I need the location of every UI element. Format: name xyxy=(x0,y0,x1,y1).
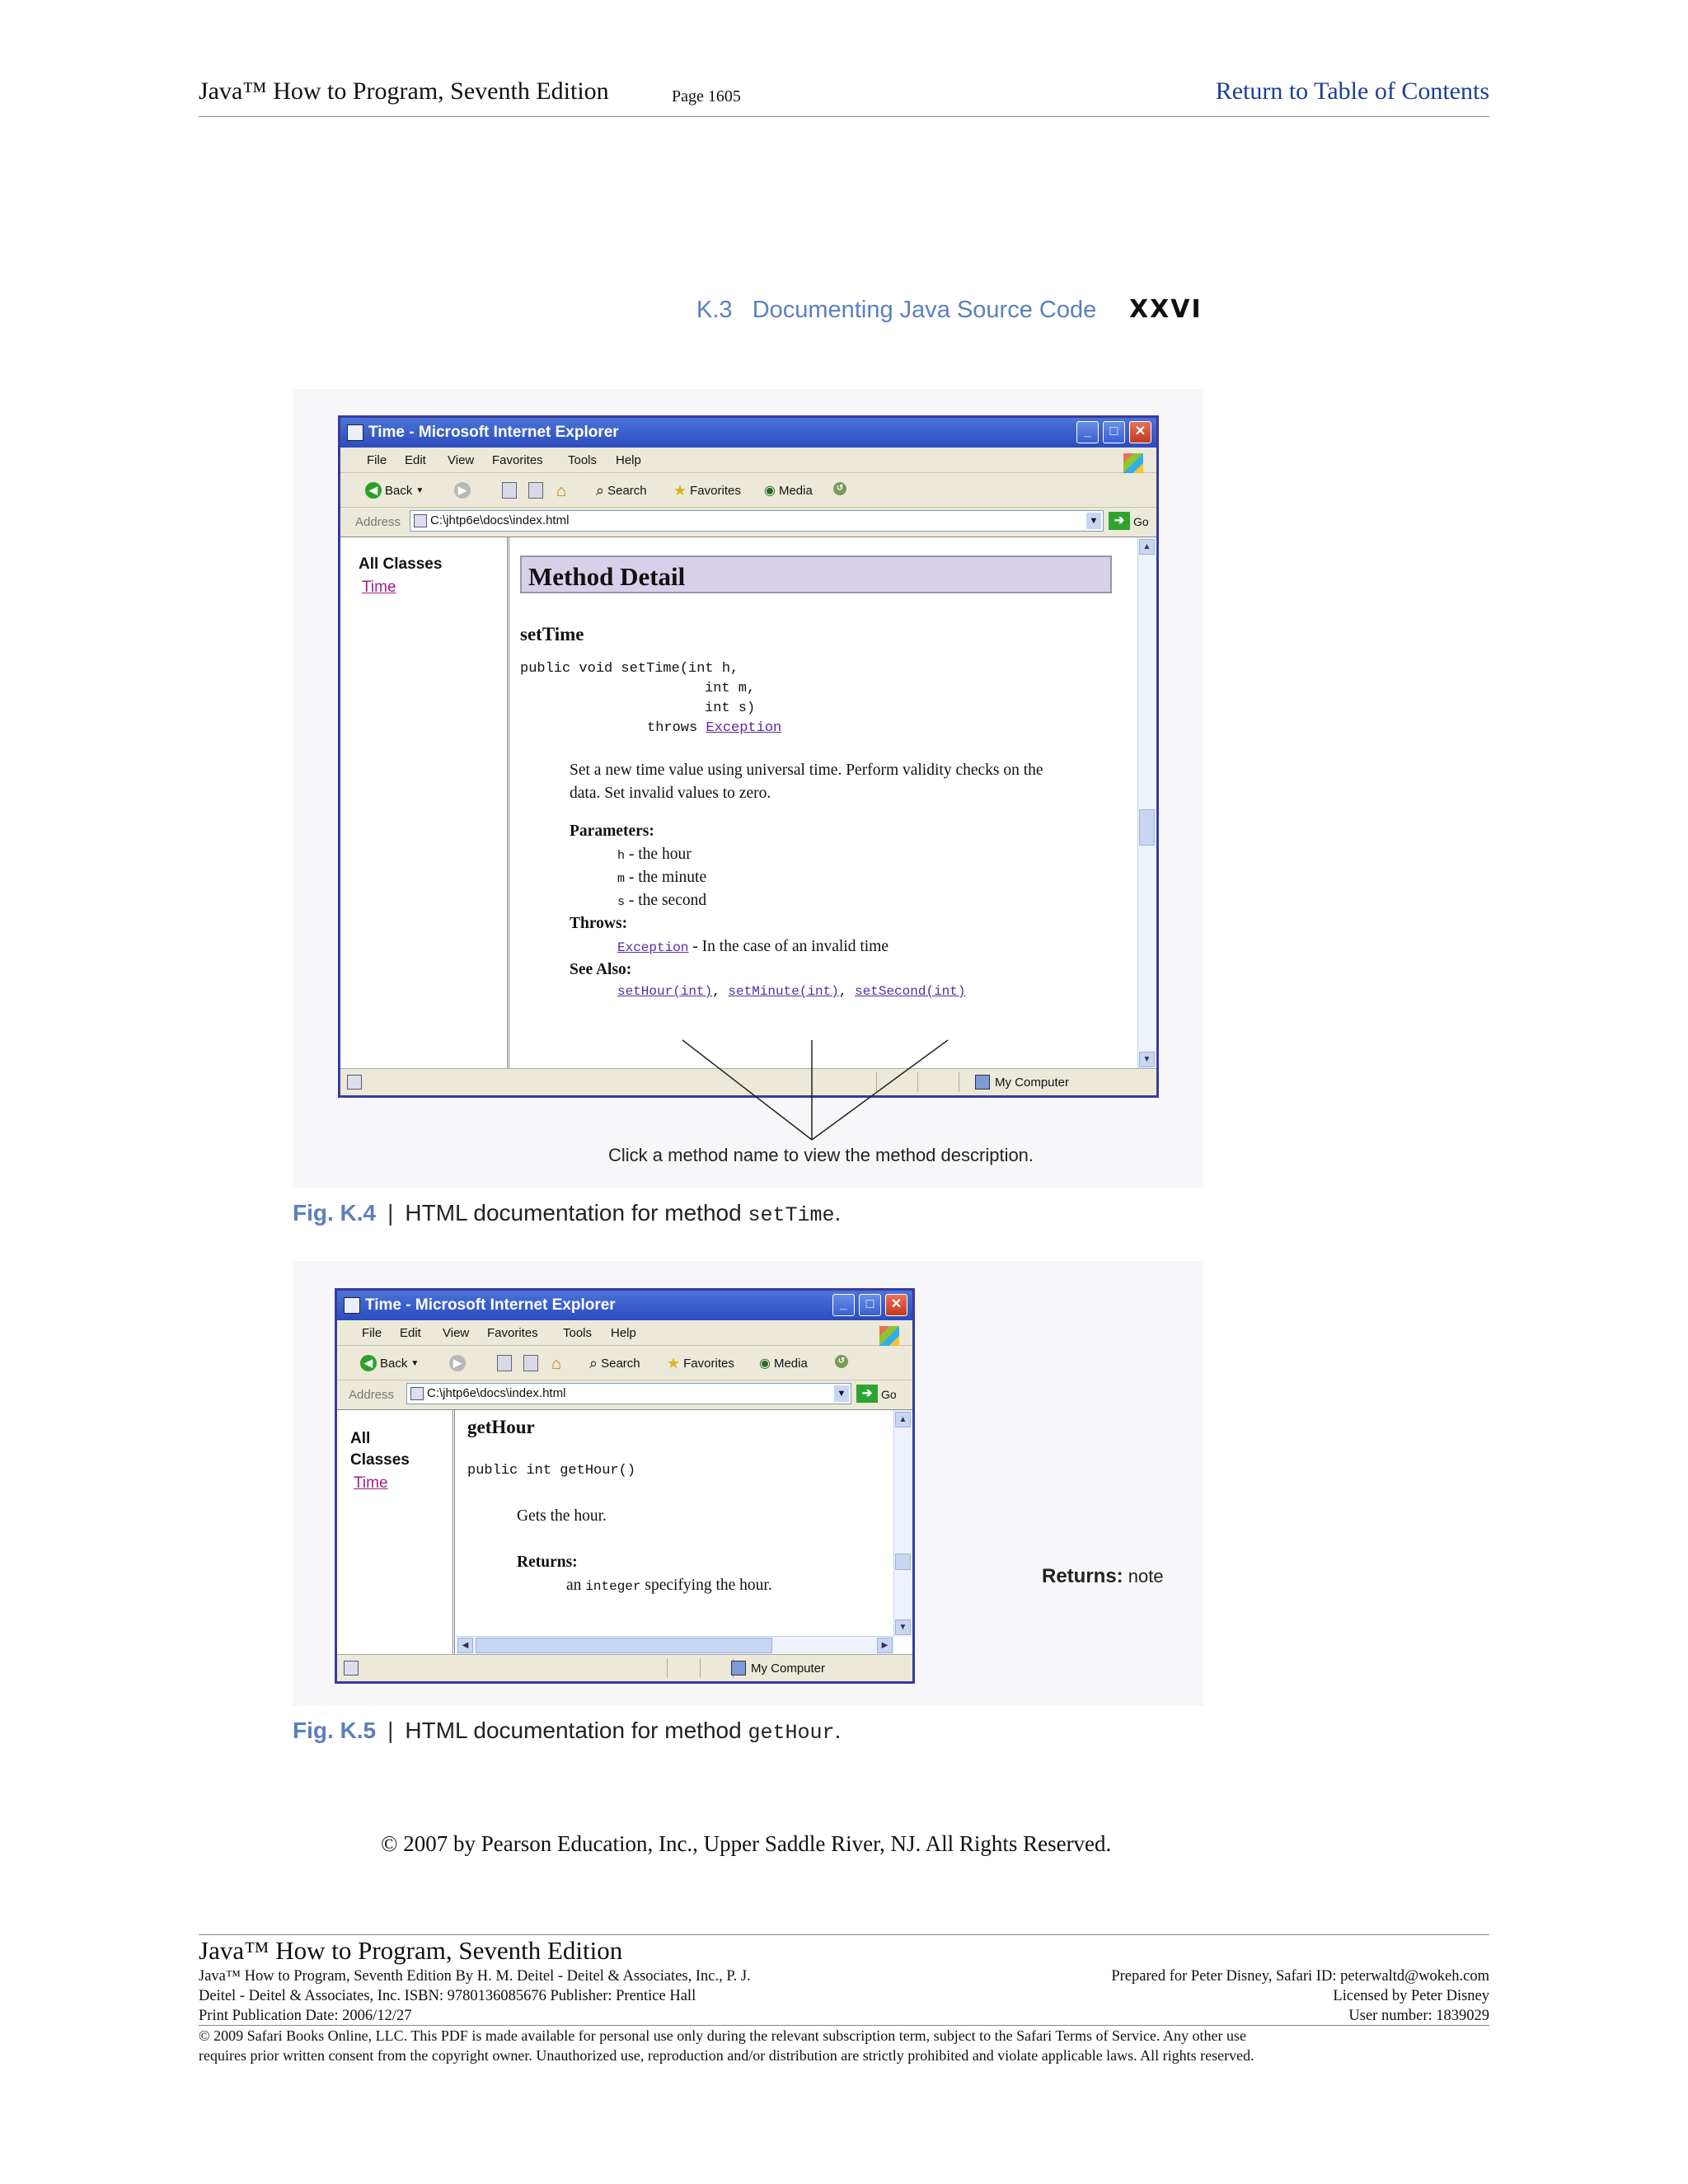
horizontal-scroll-thumb[interactable] xyxy=(476,1638,772,1653)
go-button-label[interactable]: Go xyxy=(1133,515,1149,528)
param-desc: - the hour xyxy=(625,846,692,863)
parameters-label: Parameters: xyxy=(570,823,654,840)
minimize-button[interactable]: _ xyxy=(832,1294,855,1316)
return-to-toc-link[interactable]: Return to Table of Contents xyxy=(1215,77,1489,105)
history-icon: ↺ xyxy=(833,482,846,495)
horizontal-scrollbar[interactable] xyxy=(456,1636,894,1655)
page-done-icon xyxy=(344,1661,359,1675)
menu-tools[interactable]: Tools xyxy=(563,1326,593,1340)
header-book-title: Java™ How to Program, Seventh Edition xyxy=(199,77,609,105)
search-icon: ⌕ xyxy=(589,1355,598,1371)
setsecond-link[interactable]: setSecond(int) xyxy=(855,984,966,999)
returns-post: specifying the hour. xyxy=(640,1577,772,1594)
throws-label: Throws: xyxy=(570,915,628,932)
method-description: Gets the hour. xyxy=(517,1507,607,1525)
footer-divider-2 xyxy=(199,2025,1489,2026)
security-zone xyxy=(731,1661,825,1675)
refresh-button[interactable] xyxy=(523,1355,538,1371)
signature-line-3: int s) xyxy=(705,701,756,716)
address-value: C:\jhtp6e\docs\index.html xyxy=(430,513,570,527)
footer-legal-line-1: © 2009 Safari Books Online, LLC. This PDF is made available for personal use only during the relevant subscription term, subject to the Safari Terms of Service. Any other use xyxy=(199,2027,1246,2044)
see-also-label: See Also: xyxy=(570,961,632,978)
menu-bar xyxy=(337,1320,912,1346)
chevron-down-icon: ▼ xyxy=(410,1358,420,1368)
scroll-up-icon[interactable]: ▲ xyxy=(1139,539,1155,555)
history-button[interactable] xyxy=(835,1355,848,1368)
back-arrow-icon: ◀ xyxy=(360,1355,377,1371)
menu-edit[interactable]: Edit xyxy=(405,453,426,467)
close-button[interactable]: ✕ xyxy=(885,1294,907,1316)
param-desc: - the minute xyxy=(625,869,707,886)
all-classes-heading-2: Classes xyxy=(350,1451,410,1469)
menu-edit[interactable]: Edit xyxy=(400,1326,421,1340)
sethour-link[interactable]: setHour(int) xyxy=(617,984,713,999)
caption-code: setTime xyxy=(748,1203,835,1227)
throws-text: - In the case of an invalid time xyxy=(688,938,889,955)
maximize-button[interactable]: □ xyxy=(1103,421,1125,443)
back-label: Back xyxy=(380,1356,408,1371)
returns-code: integer xyxy=(585,1579,641,1594)
figure-number: Fig. K.4 xyxy=(293,1200,377,1226)
footer-left-line-2: Deitel - Deitel & Associates, Inc. ISBN: 9780136085676 Publisher: Prentice Hall xyxy=(199,1988,696,2004)
menu-tools[interactable]: Tools xyxy=(568,453,598,467)
address-bar xyxy=(337,1380,912,1410)
ie-page-icon xyxy=(344,1297,360,1314)
method-description-1: Set a new time value using universal time. Perform validity checks on the xyxy=(570,762,1043,779)
footer-legal-line-2: requires prior written consent from the copyright owner. Unauthorized use, reproduction and/or distribution are strictly prohibited and violate applicable laws. All rights reserved. xyxy=(199,2047,1254,2064)
address-label: Address xyxy=(355,515,401,529)
running-head-page-numeral: XXVI xyxy=(1129,295,1203,324)
scroll-down-icon[interactable]: ▼ xyxy=(895,1619,911,1635)
refresh-icon xyxy=(523,1355,538,1371)
stop-button[interactable] xyxy=(497,1355,512,1371)
search-label: Search xyxy=(601,1357,640,1371)
menu-help[interactable]: Help xyxy=(616,453,641,467)
menu-view[interactable]: View xyxy=(448,453,475,467)
back-label: Back xyxy=(385,483,413,498)
browser-content xyxy=(337,1409,912,1655)
back-button[interactable] xyxy=(360,1355,419,1371)
param-name: h xyxy=(617,849,626,863)
figure-k5-caption: Fig. K.5 | HTML documentation for method getHour. xyxy=(293,1718,842,1745)
scroll-down-icon[interactable]: ▼ xyxy=(1139,1052,1155,1067)
menu-file[interactable]: File xyxy=(367,453,387,467)
address-dropdown-icon[interactable]: ▼ xyxy=(1086,513,1101,529)
figure-k4-callout: Click a method name to view the method description. xyxy=(608,1145,1034,1165)
media-icon: ◉ xyxy=(764,484,776,498)
figure-k4-caption: Fig. K.4 | HTML documentation for method setTime. xyxy=(293,1200,842,1227)
callout-line-setsecond xyxy=(812,1040,948,1140)
go-arrow-icon[interactable]: ➔ xyxy=(856,1385,878,1403)
go-arrow-icon[interactable]: ➔ xyxy=(1109,512,1130,530)
running-head-section: K.3 Documenting Java Source Code xyxy=(696,297,1097,323)
search-icon: ⌕ xyxy=(596,482,605,499)
method-description-2: data. Set invalid values to zero. xyxy=(570,785,771,802)
window-title: Time - Microsoft Internet Explorer xyxy=(368,424,619,441)
param-name: m xyxy=(617,872,626,886)
favorites-label: Favorites xyxy=(690,484,741,498)
header-page-number: Page 1605 xyxy=(672,87,741,105)
callout-bold: Returns: xyxy=(1042,1565,1123,1587)
footer-right-line-2: Licensed by Peter Disney xyxy=(1333,1988,1489,2004)
address-input[interactable] xyxy=(406,1383,851,1404)
stop-icon xyxy=(497,1355,512,1371)
callout-rest: note xyxy=(1123,1566,1164,1586)
window-titlebar xyxy=(337,1291,912,1320)
status-bar xyxy=(337,1654,912,1681)
vertical-scrollbar[interactable] xyxy=(893,1410,912,1637)
nav-frame xyxy=(337,1410,455,1655)
exception-link[interactable]: Exception xyxy=(706,720,782,736)
my-computer-icon xyxy=(731,1661,746,1675)
page-icon xyxy=(410,1387,424,1400)
caption-code: getHour xyxy=(748,1721,835,1745)
all-classes-heading-1: All xyxy=(350,1430,371,1447)
window-title: Time - Microsoft Internet Explorer xyxy=(365,1296,616,1314)
status-separator xyxy=(667,1658,668,1678)
menu-help[interactable]: Help xyxy=(611,1326,636,1340)
address-label: Address xyxy=(349,1388,395,1402)
caption-end: . xyxy=(834,1200,842,1226)
menu-favorites[interactable]: Favorites xyxy=(487,1326,538,1340)
search-button[interactable] xyxy=(589,1355,640,1372)
footer-left-line-1: Java™ How to Program, Seventh Edition By H. M. Deitel - Deitel & Associates, Inc., P. J. xyxy=(199,1968,751,1985)
returns-description xyxy=(566,1577,772,1595)
close-button[interactable]: ✕ xyxy=(1129,421,1151,443)
ie-window-gethour xyxy=(335,1288,915,1684)
menu-file[interactable]: File xyxy=(362,1326,382,1340)
exception-link[interactable]: Exception xyxy=(617,940,689,955)
favorites-label: Favorites xyxy=(683,1357,734,1371)
copyright-notice: © 2007 by Pearson Education, Inc., Upper Saddle River, NJ. All Rights Reserved. xyxy=(381,1831,1112,1856)
method-name: getHour xyxy=(467,1417,535,1437)
media-label: Media xyxy=(778,483,813,498)
forward-button[interactable] xyxy=(449,1355,466,1371)
footer-divider xyxy=(199,1934,1489,1935)
home-icon: ⌂ xyxy=(551,1355,562,1373)
favorites-button[interactable] xyxy=(667,1355,734,1372)
all-classes-heading: All Classes xyxy=(359,555,443,573)
figure-number: Fig. K.5 xyxy=(293,1718,377,1743)
back-arrow-icon: ◀ xyxy=(365,482,382,499)
zone-label: My Computer xyxy=(995,1075,1070,1090)
zone-label: My Computer xyxy=(751,1661,826,1675)
caption-text: HTML documentation for method xyxy=(405,1200,748,1226)
windows-logo-icon xyxy=(879,1326,899,1346)
forward-arrow-icon: ▶ xyxy=(454,482,471,499)
minimize-button[interactable]: _ xyxy=(1076,421,1099,443)
history-icon: ↺ xyxy=(835,1355,848,1368)
star-icon: ★ xyxy=(667,1355,681,1371)
home-icon: ⌂ xyxy=(556,482,567,500)
param-desc: - the second xyxy=(625,892,707,909)
time-class-link[interactable]: Time xyxy=(362,579,396,596)
scroll-left-icon[interactable]: ◀ xyxy=(457,1638,473,1653)
address-dropdown-icon[interactable]: ▼ xyxy=(834,1385,849,1402)
signature-line-1: public void setTime(int h, xyxy=(520,661,739,677)
returns-pre: an xyxy=(566,1577,586,1594)
maximize-button[interactable]: □ xyxy=(859,1294,881,1316)
status-separator xyxy=(700,1658,701,1678)
chevron-down-icon: ▼ xyxy=(415,485,424,495)
caption-text: HTML documentation for method xyxy=(405,1718,748,1743)
toolbar xyxy=(337,1345,912,1380)
param-name: s xyxy=(617,895,626,909)
forward-arrow-icon: ▶ xyxy=(449,1355,466,1371)
method-detail-heading: Method Detail xyxy=(528,562,686,591)
scroll-up-icon[interactable]: ▲ xyxy=(895,1412,911,1427)
scroll-right-icon[interactable]: ▶ xyxy=(877,1638,893,1653)
callout-line-sethour xyxy=(682,1040,812,1140)
media-button[interactable] xyxy=(759,1355,808,1371)
throws-keyword: throws xyxy=(647,720,698,736)
search-label: Search xyxy=(607,484,647,498)
home-button[interactable] xyxy=(551,1355,561,1374)
media-label: Media xyxy=(773,1356,808,1371)
footer-book-title: Java™ How to Program, Seventh Edition xyxy=(199,1936,623,1965)
time-class-link[interactable]: Time xyxy=(354,1474,388,1492)
footer-left-line-3: Print Publication Date: 2006/12/27 xyxy=(199,2008,412,2024)
returns-label: Returns: xyxy=(517,1554,578,1571)
separator: , xyxy=(838,984,856,999)
go-button-label[interactable]: Go xyxy=(881,1388,897,1401)
menu-view[interactable]: View xyxy=(443,1326,470,1340)
doc-frame xyxy=(456,1410,894,1637)
star-icon: ★ xyxy=(673,482,687,499)
caption-end: . xyxy=(834,1718,842,1743)
footer-right-line-3: User number: 1839029 xyxy=(1348,2008,1489,2024)
scroll-thumb[interactable] xyxy=(895,1554,911,1570)
address-value: C:\jhtp6e\docs\index.html xyxy=(427,1386,566,1400)
figure-k5-callout xyxy=(1042,1565,1164,1588)
method-name: setTime xyxy=(520,624,584,644)
setminute-link[interactable]: setMinute(int) xyxy=(728,984,839,999)
separator: , xyxy=(712,984,729,999)
menu-favorites[interactable]: Favorites xyxy=(492,453,543,467)
signature-line-2: int m, xyxy=(705,681,756,696)
footer-right-line-1: Prepared for Peter Disney, Safari ID: peterwaltd@wokeh.com xyxy=(1111,1968,1489,1985)
method-signature: public int getHour() xyxy=(467,1463,636,1479)
media-icon: ◉ xyxy=(759,1357,771,1371)
